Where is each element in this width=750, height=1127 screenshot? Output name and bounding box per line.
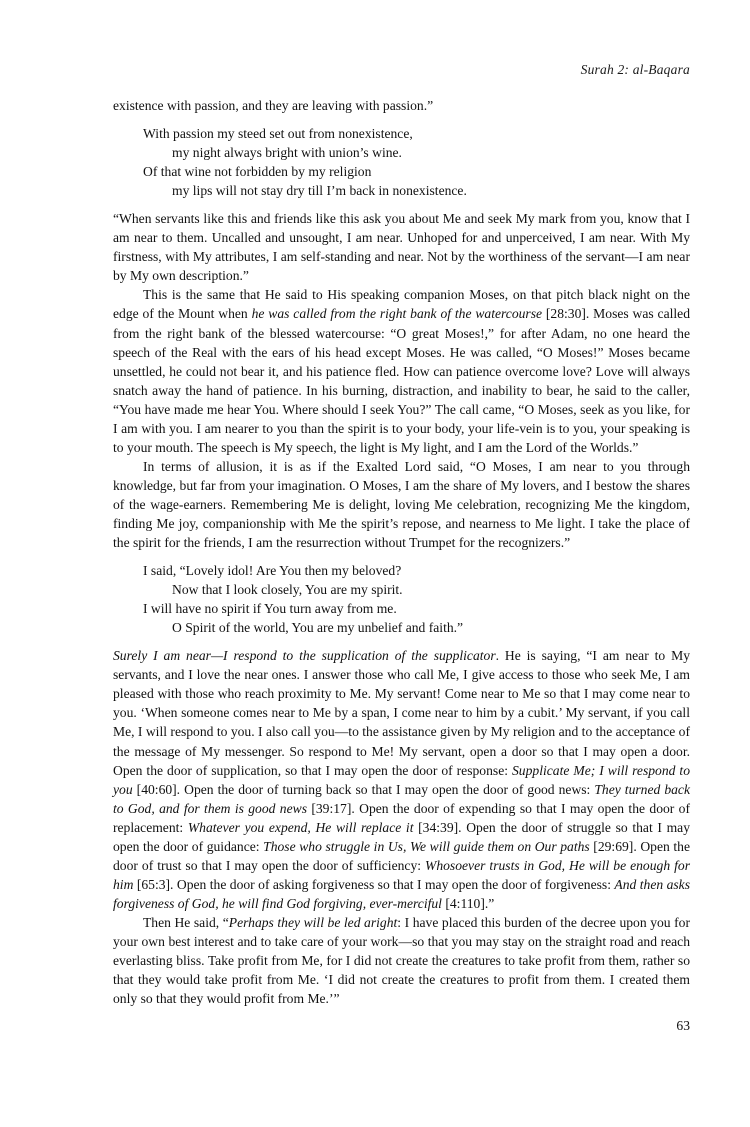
- verse-line: I said, “Lovely idol! Are You then my beloved?: [143, 563, 402, 579]
- quran-quote-39-17: They turned back to God, and for them is good news: [113, 781, 690, 816]
- moses-text-b: Moses was called from the right bank of the blessed watercourse: “O great Moses!,” for after Adam, no one heard the speech of the Real with the ears of his head except Moses. He was called, “O Moses!” Moses became unsettled, he could not bear it, and his patience fled. How can patience overcome love? Love will always snatch away the hand of patience. In his burning, distraction, and inability to bear, he said to the caller, “You have made me hear You. Where should I seek You?” The call came, “O Moses, seek as you like, for I am with you. I am nearer to you than the spirit is to your body, your life-vein is to you, your speaking is to your mouth. The speech is My speech, the light is My light, and I am the Lord of the Worlds.”: [113, 306, 690, 455]
- verse-line: With passion my steed set out from nonexistence,: [143, 126, 413, 142]
- paragraph-when-servants: “When servants like this and friends like this ask you about Me and seek My mark from you, know that I am near to them. Uncalled and unsought, I am near. Unhoped for and unperceived, I am near. With My firstness, with My attributes, I am self-standing and near. Not by the worthiness of the servant—I am near by My own description.”: [113, 211, 690, 284]
- quran-citation-28-30: [28:30].: [542, 306, 590, 322]
- paragraph-then-he-said: [113, 913, 690, 1008]
- quran-citation-65-3: [65:3].: [133, 876, 174, 892]
- text-column: [113, 96, 690, 1008]
- paragraph-continuation: existence with passion, and they are leaving with passion.”: [113, 98, 434, 113]
- verse-line: Now that I look closely, You are my spirit.: [172, 582, 403, 598]
- paragraph-surely-i-am-near: [113, 646, 690, 913]
- then-he-said-body: : I have placed this burden of the decree upon you for your own best interest and to take care of your work—so that you may stay on the straight road and reach everlasting bliss. Take profit from Me, for I did not create the creatures to take profit from them, rather so that they would take profit from Me. ‘I did not create the creatures to profit from them. I created them only so that they would profit from Me.’”: [113, 914, 690, 1007]
- running-header: Surah 2: al-Baqara: [580, 62, 690, 77]
- surely-text-b: Open the door of turning back so that I may open the door of good news:: [180, 781, 595, 797]
- quran-citation-4-110: [4:110].”: [441, 895, 495, 911]
- surely-text-d: Open the door of struggle so that I may open the door of guidance:: [113, 819, 690, 854]
- then-he-said-lead: Then He said, “: [143, 914, 229, 930]
- page-number: 63: [676, 1018, 690, 1033]
- verse-line: I will have no spirit if You turn away from me.: [143, 601, 397, 617]
- paragraph-allusion: In terms of allusion, it is as if the Exalted Lord said, “O Moses, I am near to you through knowledge, but far from your imagination. O Moses, I am the share of My lovers, and I bestow the shares of the wage-earners. Remembering Me is delight, loving Me celebration, recognizing Me the kingdom, finding Me joy, companionship with Me the spirit’s repose, and nearness to Me light. I take the place of the spirit for the friends, I am the resurrection without Trumpet for the recognizers.”: [113, 458, 690, 551]
- verse-line: Of that wine not forbidden by my religion: [143, 164, 372, 180]
- verse-line: my night always bright with union’s wine.: [172, 145, 402, 161]
- moses-text-a: This is the same that He said to His speaking companion Moses, on that pitch black night on the edge of the Mount when: [113, 287, 690, 322]
- quran-quote-40-60: Supplicate Me; I will respond to you: [113, 762, 691, 797]
- surely-text-c: Open the door of expending so that I may open the door of replacement:: [113, 800, 690, 835]
- quran-citation-29-69: [29:69].: [589, 838, 637, 854]
- quran-citation-34-39: [34:39].: [413, 819, 462, 835]
- quran-quote-29-69: Those who struggle in Us, We will guide them on Our paths: [263, 838, 590, 854]
- surely-text-e: Open the door of trust so that I may open the door of sufficiency:: [113, 838, 690, 873]
- quran-quote-65-3: Whosoever trusts in God, He will be enough for him: [113, 857, 690, 892]
- quran-quote-4-110: And then asks forgiveness of God, he will find God forgiving, ever-merciful: [113, 876, 690, 911]
- quran-quote-perhaps-led-aright: Perhaps they will be led aright: [228, 914, 398, 930]
- quran-citation-39-17: [39:17].: [307, 800, 355, 816]
- verse-line: O Spirit of the world, You are my unbelief and faith.”: [172, 620, 464, 636]
- quran-quote-lead-surely: Surely I am near—I respond to the supplication of the supplicator: [113, 648, 496, 664]
- poem-block-one: [113, 124, 690, 200]
- paragraph-moses: [113, 285, 690, 456]
- poem-block-two: [113, 561, 690, 637]
- surely-text-f: Open the door of asking forgiveness so that I may open the door of forgiveness:: [173, 876, 615, 892]
- quran-citation-40-60: [40:60].: [132, 781, 181, 797]
- surely-text-a: . He is saying, “I am near to My servants, and I love the near ones. I answer those who call Me, I give access to those who seek Me, I am pleased with those who reach proximity to Me. My servant! Come near to Me so that I may come near to you. ‘When someone comes near to Me by a span, I come near to him by a cubit.’ My servant, if you call Me, I will respond to you. I also call you—to the assistance given by My religion and to the acceptance of the message of My messenger. So respond to Me! My servant, open a door so that I may open a door. Open the door of supplication, so that I may open the door of response:: [113, 648, 690, 778]
- verse-line: my lips will not stay dry till I’m back in nonexistence.: [172, 183, 467, 199]
- quran-quote-34-39: Whatever you expend, He will replace it: [187, 819, 414, 835]
- quran-quote-28-30: he was called from the right bank of the watercourse: [251, 306, 543, 322]
